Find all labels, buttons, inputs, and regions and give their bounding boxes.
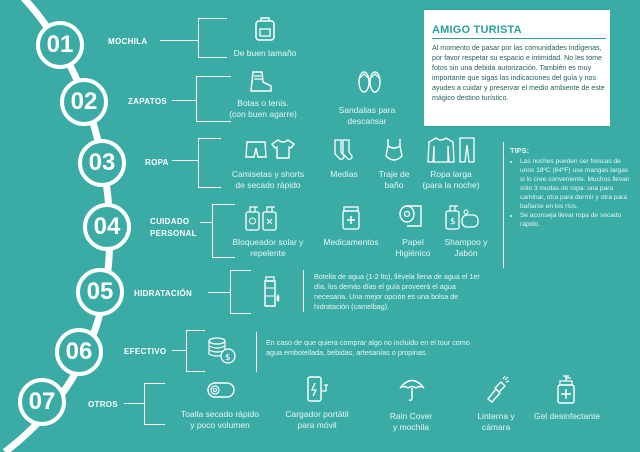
item-botas: Botas o tenis. (con buen agarre) bbox=[229, 98, 297, 119]
number-circle-01: 01 bbox=[36, 21, 84, 69]
toilet-paper-icon bbox=[398, 204, 428, 230]
connector bbox=[172, 100, 196, 101]
connector bbox=[208, 292, 230, 293]
category-label-hidratacion: HIDRATACIÓN bbox=[134, 289, 193, 298]
number-circle-04: 04 bbox=[83, 203, 131, 251]
tips-title: TIPS: bbox=[510, 146, 530, 155]
item-rain: Rain Cover y mochila bbox=[389, 411, 433, 432]
connector bbox=[172, 350, 186, 351]
item-papel: Papel Higiénico bbox=[395, 237, 431, 258]
hand-sanitizer-icon bbox=[556, 375, 578, 405]
category-label-otros: OTROS bbox=[88, 400, 118, 409]
medicine-icon bbox=[341, 206, 361, 230]
shorts-icon bbox=[244, 140, 268, 160]
long-shirt-icon bbox=[426, 136, 456, 164]
category-label-cuidado-personal: CUIDADO PERSONAL bbox=[150, 217, 197, 238]
item-traje: Traje de baño bbox=[378, 169, 410, 190]
tip-item: • Las noches pueden ser frescas de unos 18ºC (64ºF) use mangas largas si lo cree conveniente. Muchos llevan sólo 3 mudas de ropa: una para caminar, otra para dormir y otra para bañarse en los ríos. bbox=[520, 157, 630, 211]
tips-box bbox=[510, 146, 630, 229]
panel-divider bbox=[432, 38, 606, 39]
item-camisetas: Camisetas y shorts de secado rápido bbox=[231, 169, 305, 190]
socks-icon bbox=[332, 138, 354, 162]
item-bloqueador: Bloqueador solar y repelente bbox=[232, 237, 304, 258]
connector-bracket bbox=[198, 138, 221, 188]
efectivo-text: En caso de que quiera comprar algo no incluido en el tour como agua embotellada, bebidas, artesanías o propinas. bbox=[266, 338, 470, 357]
item-toalla: Toalla secado rápido y poco volumen bbox=[181, 409, 259, 430]
number-circle-06: 06 bbox=[55, 328, 103, 376]
connector bbox=[160, 40, 198, 41]
hidratacion-text: Botella de agua (1-2 lts), llévela llena de agua el 1er día, los demás días el guía proveerá el agua necesaria. Una mejor opción es una bolsa de hidratación (camelbag). bbox=[314, 272, 480, 311]
connector-bracket bbox=[230, 270, 251, 314]
amigo-turista-panel bbox=[424, 10, 610, 126]
towel-icon bbox=[206, 379, 236, 401]
tip-item: • Se aconseja llevar ropa de secado rápido. bbox=[520, 211, 630, 229]
item-ropa-larga: Ropa larga (para la noche) bbox=[422, 169, 480, 190]
item-medicamentos: Medicamentos bbox=[323, 237, 379, 247]
connector-bracket bbox=[144, 383, 165, 425]
item-cargador: Cargador portátil para móvil bbox=[285, 409, 349, 430]
flashlight-icon bbox=[484, 375, 510, 403]
umbrella-icon bbox=[398, 375, 426, 403]
sandals-icon bbox=[356, 70, 382, 94]
item-shampoo: Shampoo y Jabón bbox=[444, 237, 488, 258]
divider bbox=[303, 270, 304, 312]
number-circle-02: 02 bbox=[60, 78, 108, 126]
swimsuit-icon bbox=[384, 138, 404, 164]
panel-text: Al momento de pasar por las comunidades indígenas, por favor respetar su espacio e intimidad. No les tome fotos sin una debida autorización. También es muy importante que sigas las indicaciones del guía y nos ayudes a cuidar y preservar el medio ambiente de este mágico destino turístico. bbox=[432, 44, 605, 102]
shampoo-soap-icon bbox=[444, 202, 480, 230]
item-linterna: Linterna y cámara bbox=[477, 411, 515, 432]
water-bottle-icon bbox=[260, 276, 282, 308]
connector bbox=[124, 403, 144, 404]
svg-text:$: $ bbox=[225, 353, 231, 363]
number-circle-03: 03 bbox=[78, 139, 126, 187]
item-medias: Medias bbox=[330, 169, 358, 179]
coins-icon bbox=[206, 336, 236, 364]
connector bbox=[172, 160, 198, 161]
boot-icon bbox=[248, 70, 274, 94]
divider bbox=[503, 142, 504, 268]
number-circle-05: 05 bbox=[76, 268, 124, 316]
sunscreen-icon bbox=[244, 202, 280, 232]
category-label-efectivo: EFECTIVO bbox=[124, 347, 167, 356]
backpack-icon bbox=[254, 16, 276, 42]
number-circle-07: 07 bbox=[18, 378, 66, 426]
panel-title: AMIGO TURISTA bbox=[432, 24, 522, 36]
divider bbox=[256, 332, 257, 372]
category-label-ropa: ROPA bbox=[145, 158, 169, 167]
item-mochila: De buen tamaño bbox=[233, 48, 297, 58]
item-sandalias: Sandalias para descansar bbox=[338, 105, 396, 126]
trousers-icon bbox=[458, 136, 476, 164]
tshirt-icon bbox=[270, 138, 296, 160]
svg-text:$: $ bbox=[450, 217, 456, 227]
category-label-mochila: MOCHILA bbox=[108, 37, 148, 46]
category-label-zapatos: ZAPATOS bbox=[128, 97, 167, 106]
connector bbox=[200, 222, 212, 223]
item-gel: Gel desinfectante bbox=[533, 411, 601, 421]
connector-bracket bbox=[186, 330, 205, 372]
phone-charger-icon bbox=[302, 375, 332, 405]
